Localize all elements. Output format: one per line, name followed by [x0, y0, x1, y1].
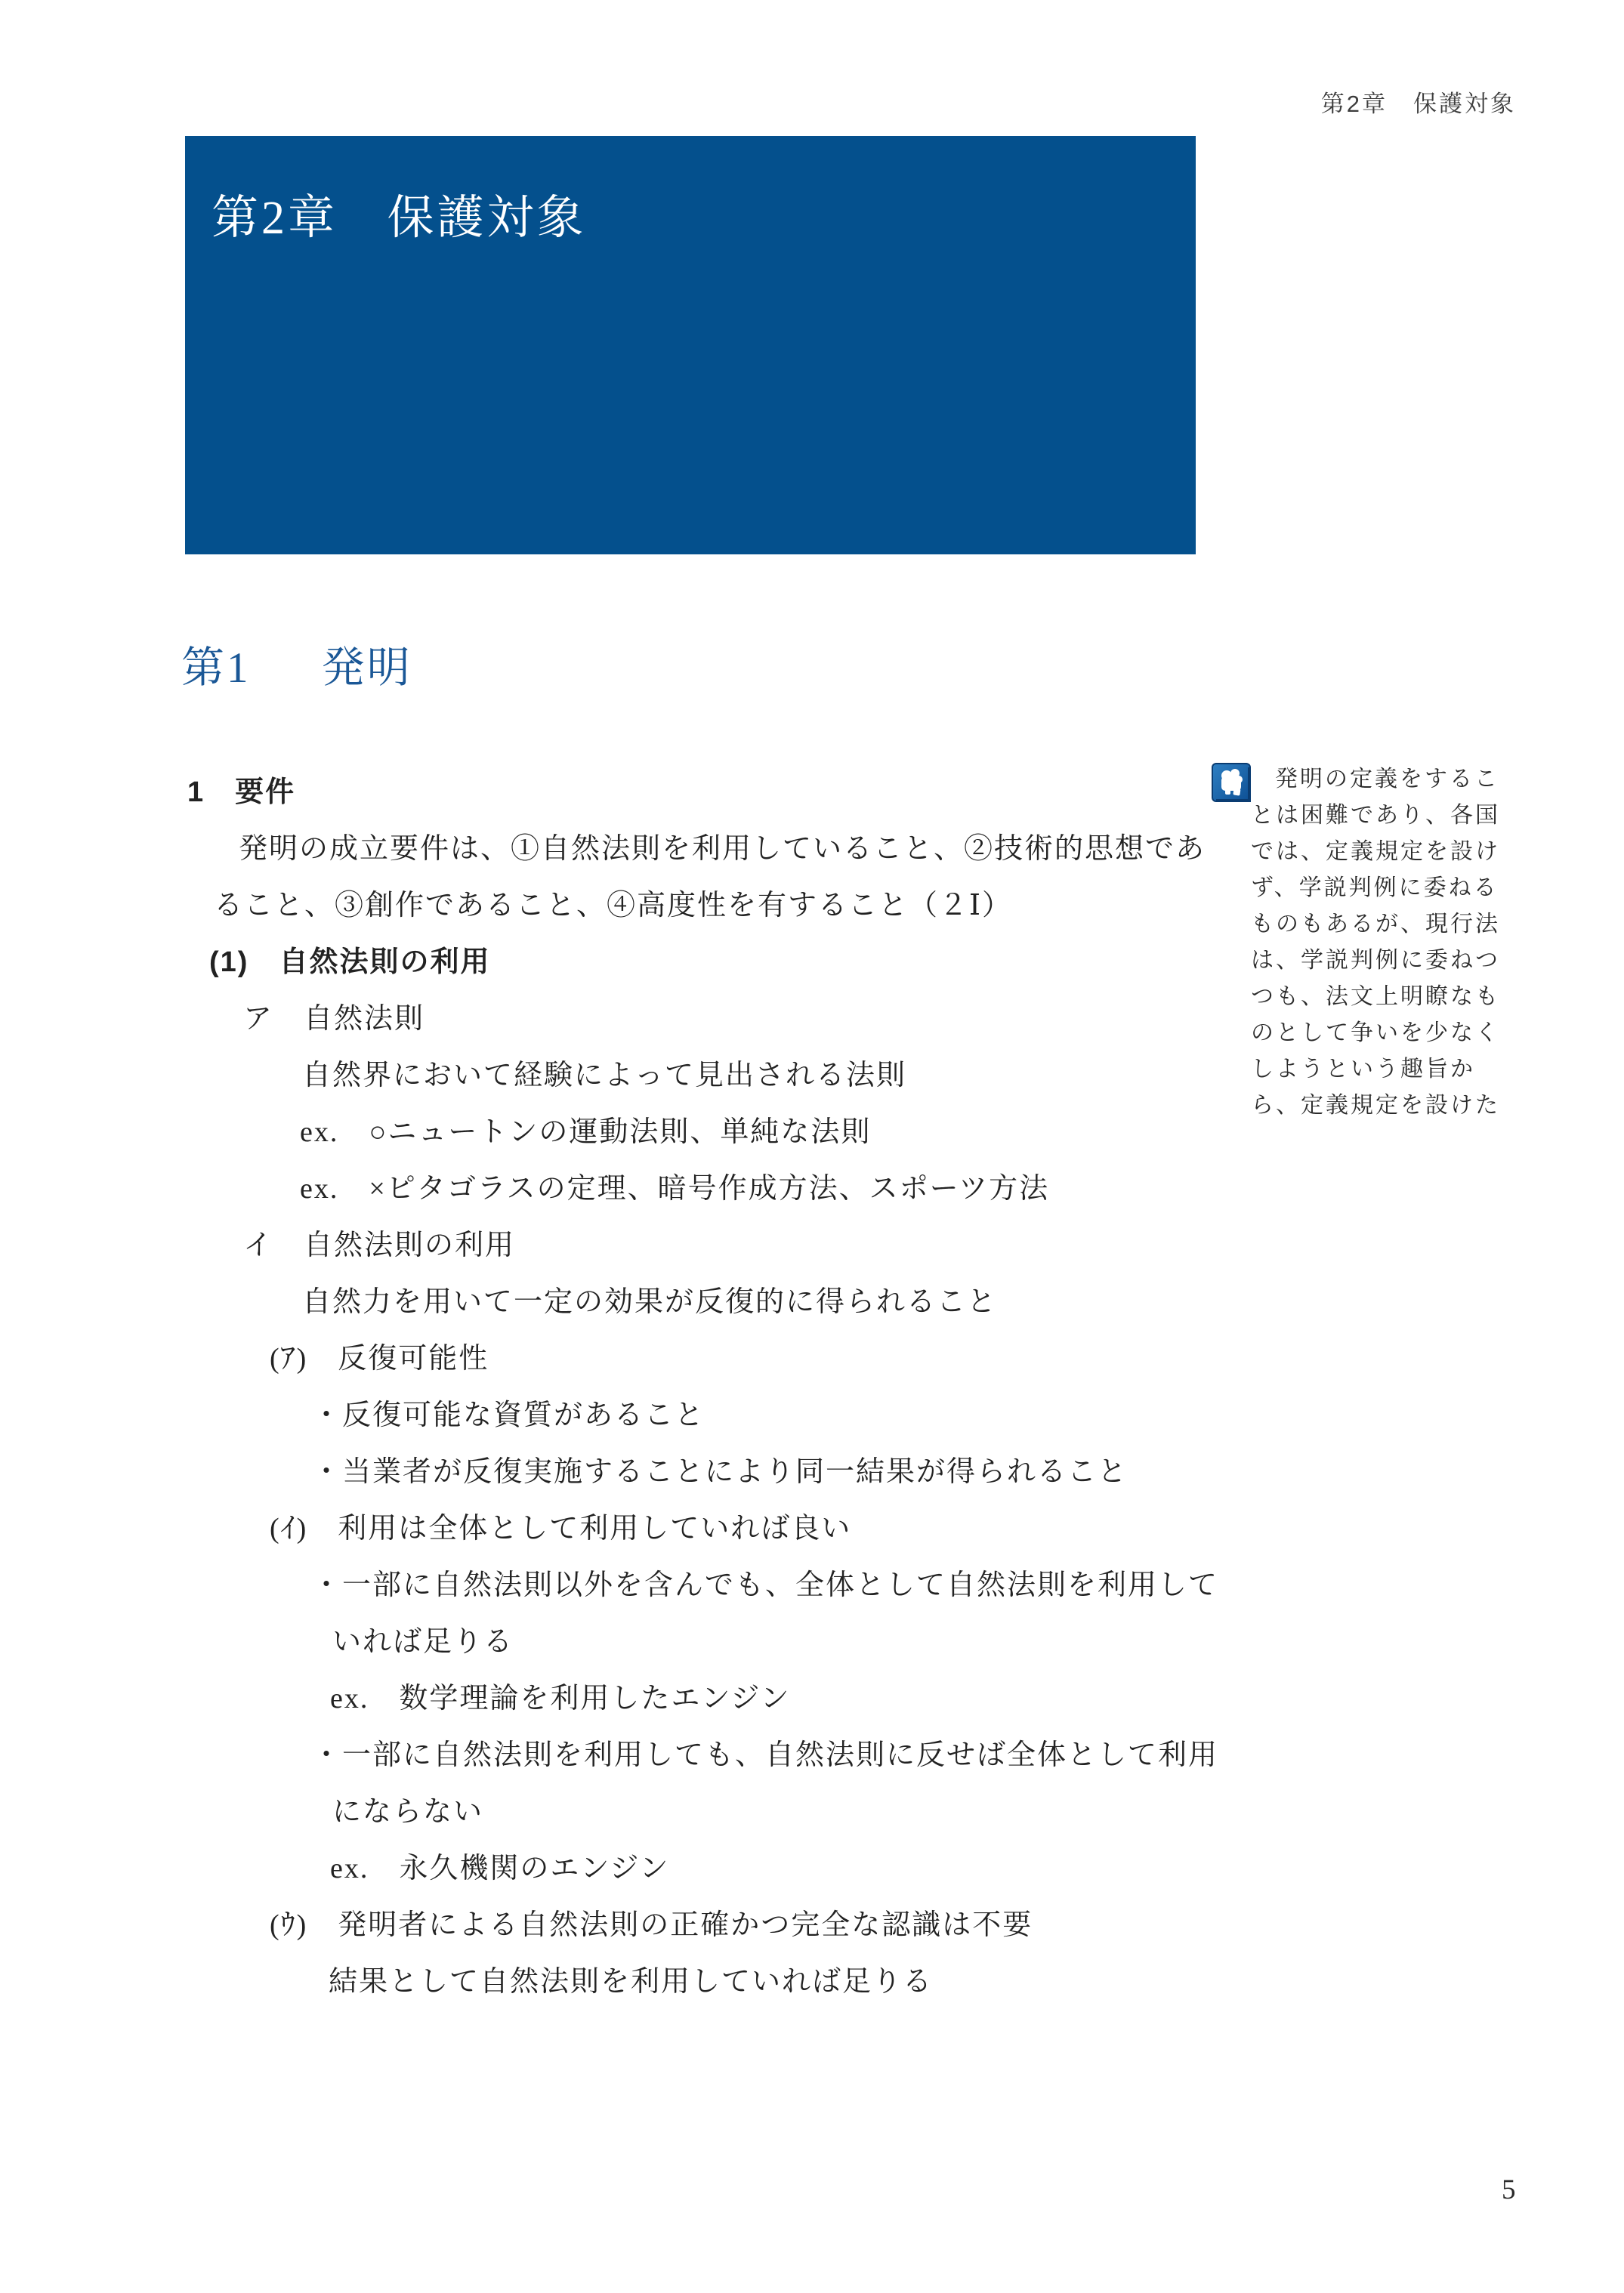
outline-line: 自然界において経験によって見出される法則 — [302, 1060, 907, 1091]
outline-line: ア 自然法則 — [243, 1003, 425, 1035]
page-number: 5 — [1502, 2174, 1516, 2205]
outline-line: ・一部に自然法則を利用しても、自然法則に反せば全体として利用 — [312, 1739, 1219, 1771]
outline-line: 自然力を用いて一定の効果が反復的に得られること — [302, 1286, 998, 1318]
outline-line: (1) 自然法則の利用 — [209, 946, 491, 978]
running-header: 第2章 保護対象 — [1320, 91, 1516, 117]
chapter-number: 第2章 — [211, 193, 338, 244]
section-number: 第1 — [181, 644, 251, 692]
outline-line: ・当業者が反復実施することにより同一結果が得られること — [312, 1456, 1128, 1488]
outline-line: 結果として自然法則を利用していれば足りる — [329, 1966, 934, 1998]
outline-line: ex. ○ニュートンの運動法則、単純な法則 — [300, 1116, 872, 1148]
outline-line: (ｱ) 反復可能性 — [270, 1343, 489, 1375]
chapter-banner-title — [211, 180, 587, 247]
outline-line: 発明の成立要件は、①自然法則を利用していること、②技術的思想であ — [239, 833, 1206, 865]
chapter-name: 保護対象 — [387, 193, 587, 244]
margin-note-text: 発明の定義をすることは困難であり、各国では、定義規定を設けず、学説判例に委ねるものもあるが、現行法は、学説判例に委ねつつも、法文上明瞭なものとして争いを少なくしようという趣旨から、定義規定を設けた — [1251, 767, 1500, 1118]
outline-line: (ｲ) 利用は全体として利用していれば良い — [270, 1513, 852, 1545]
outline-content — [187, 764, 1260, 2011]
section-heading — [181, 633, 412, 695]
outline-line: ・反復可能な資質があること — [312, 1400, 705, 1431]
outline-line: 1 要件 — [187, 776, 296, 808]
stamp-icon — [1212, 763, 1252, 804]
margin-note — [1212, 761, 1509, 1124]
outline-line: ・一部に自然法則以外を含んでも、全体として自然法則を利用して — [312, 1569, 1219, 1601]
outline-line: いれば足りる — [332, 1626, 514, 1658]
outline-line: ること、③創作であること、④高度性を有すること（２Ⅰ） — [214, 890, 1013, 921]
outline-line: ex. 数学理論を利用したエンジン — [330, 1683, 791, 1714]
outline-line: (ｳ) 発明者による自然法則の正確かつ完全な認識は不要 — [270, 1909, 1033, 1941]
section-title: 発明 — [321, 644, 412, 692]
outline-line: イ 自然法則の利用 — [243, 1230, 516, 1261]
outline-line: ex. ×ピタゴラスの定理、暗号作成方法、スポーツ方法 — [300, 1173, 1050, 1205]
outline-line: ex. 永久機関のエンジン — [330, 1853, 670, 1884]
outline-line: にならない — [332, 1796, 484, 1828]
chapter-banner — [185, 136, 1196, 554]
